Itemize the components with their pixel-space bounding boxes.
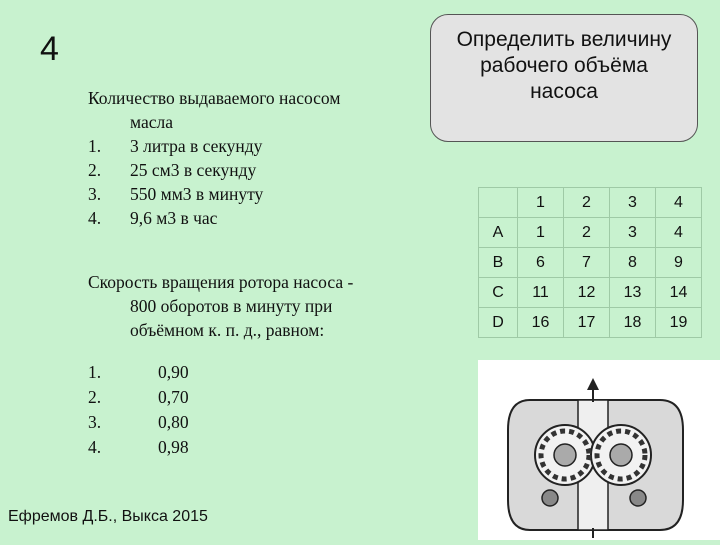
option-text: 550 мм3 в минуту [130, 184, 264, 204]
left-gear-hub [554, 444, 576, 466]
question-1-title [88, 86, 418, 134]
task-box-line2: рабочего объёма [480, 54, 648, 77]
grid-cell[interactable]: 2 [564, 218, 610, 248]
gear-pump-diagram [478, 360, 720, 540]
option-text: 0,90 [158, 362, 189, 382]
task-box-line1: Определить величину [456, 28, 672, 51]
slide-number: 4 [40, 30, 59, 68]
inlet-arrow-icon [587, 378, 599, 390]
grid-cell[interactable]: 11 [518, 278, 564, 308]
option-text: 25 см3 в секунду [130, 160, 257, 180]
grid-row-label: A [479, 218, 518, 248]
question-2-option-1 [88, 360, 189, 385]
grid-cell[interactable]: 18 [610, 308, 656, 338]
grid-cell[interactable]: 8 [610, 248, 656, 278]
option-number: 4. [88, 437, 102, 457]
grid-header-cell: 1 [518, 188, 564, 218]
grid-cell[interactable]: 16 [518, 308, 564, 338]
question-1-option-1 [88, 134, 418, 158]
question-1-option-2 [88, 158, 418, 182]
question-2-line2: 800 оборотов в минуту при [130, 296, 333, 316]
question-2-option-2 [88, 385, 189, 410]
option-text: 3 литра в секунду [130, 136, 263, 156]
question-2-option-4 [88, 435, 189, 460]
grid-cell[interactable]: 3 [610, 218, 656, 248]
question-2 [88, 270, 408, 342]
grid-cell[interactable]: 17 [564, 308, 610, 338]
option-number: 3. [88, 184, 102, 204]
question-1-title-line2: масла [130, 112, 173, 132]
answer-grid-row [479, 248, 702, 278]
answer-grid-row [479, 218, 702, 248]
grid-corner-cell [479, 188, 518, 218]
task-box-line3: насоса [530, 80, 598, 103]
option-number: 2. [88, 387, 102, 407]
option-text: 0,98 [158, 437, 189, 457]
grid-header-cell: 4 [656, 188, 702, 218]
task-box [430, 14, 698, 142]
bolt-right [630, 490, 646, 506]
question-1 [88, 86, 418, 230]
grid-row-label: C [479, 278, 518, 308]
grid-cell[interactable]: 4 [656, 218, 702, 248]
option-text: 9,6 м3 в час [130, 208, 218, 228]
grid-header-cell: 2 [564, 188, 610, 218]
grid-cell[interactable]: 7 [564, 248, 610, 278]
answer-grid-row [479, 308, 702, 338]
option-text: 0,70 [158, 387, 189, 407]
grid-cell[interactable]: 6 [518, 248, 564, 278]
grid-cell[interactable]: 9 [656, 248, 702, 278]
option-text: 0,80 [158, 412, 189, 432]
question-1-option-4 [88, 206, 418, 230]
option-number: 1. [88, 136, 102, 156]
grid-cell[interactable]: 13 [610, 278, 656, 308]
question-2-line1: Скорость вращения ротора насоса - [88, 272, 354, 292]
right-gear-hub [610, 444, 632, 466]
bolt-left [542, 490, 558, 506]
question-2-line3: объёмном к. п. д., равном: [130, 320, 325, 340]
question-2-option-3 [88, 410, 189, 435]
grid-cell[interactable]: 1 [518, 218, 564, 248]
answer-grid [478, 187, 702, 338]
grid-row-label: B [479, 248, 518, 278]
question-2-options [88, 360, 189, 460]
option-number: 1. [88, 362, 102, 382]
grid-cell[interactable]: 14 [656, 278, 702, 308]
option-number: 2. [88, 160, 102, 180]
option-number: 4. [88, 208, 102, 228]
question-1-option-3 [88, 182, 418, 206]
answer-grid-header [479, 188, 702, 218]
gear-pump-drawing [478, 360, 720, 540]
grid-cell[interactable]: 19 [656, 308, 702, 338]
grid-row-label: D [479, 308, 518, 338]
answer-grid-row [479, 278, 702, 308]
option-number: 3. [88, 412, 102, 432]
author-credit: Ефремов Д.Б., Выкса 2015 [8, 508, 208, 525]
grid-header-cell: 3 [610, 188, 656, 218]
grid-cell[interactable]: 12 [564, 278, 610, 308]
question-1-title-line1: Количество выдаваемого насосом [88, 88, 341, 108]
